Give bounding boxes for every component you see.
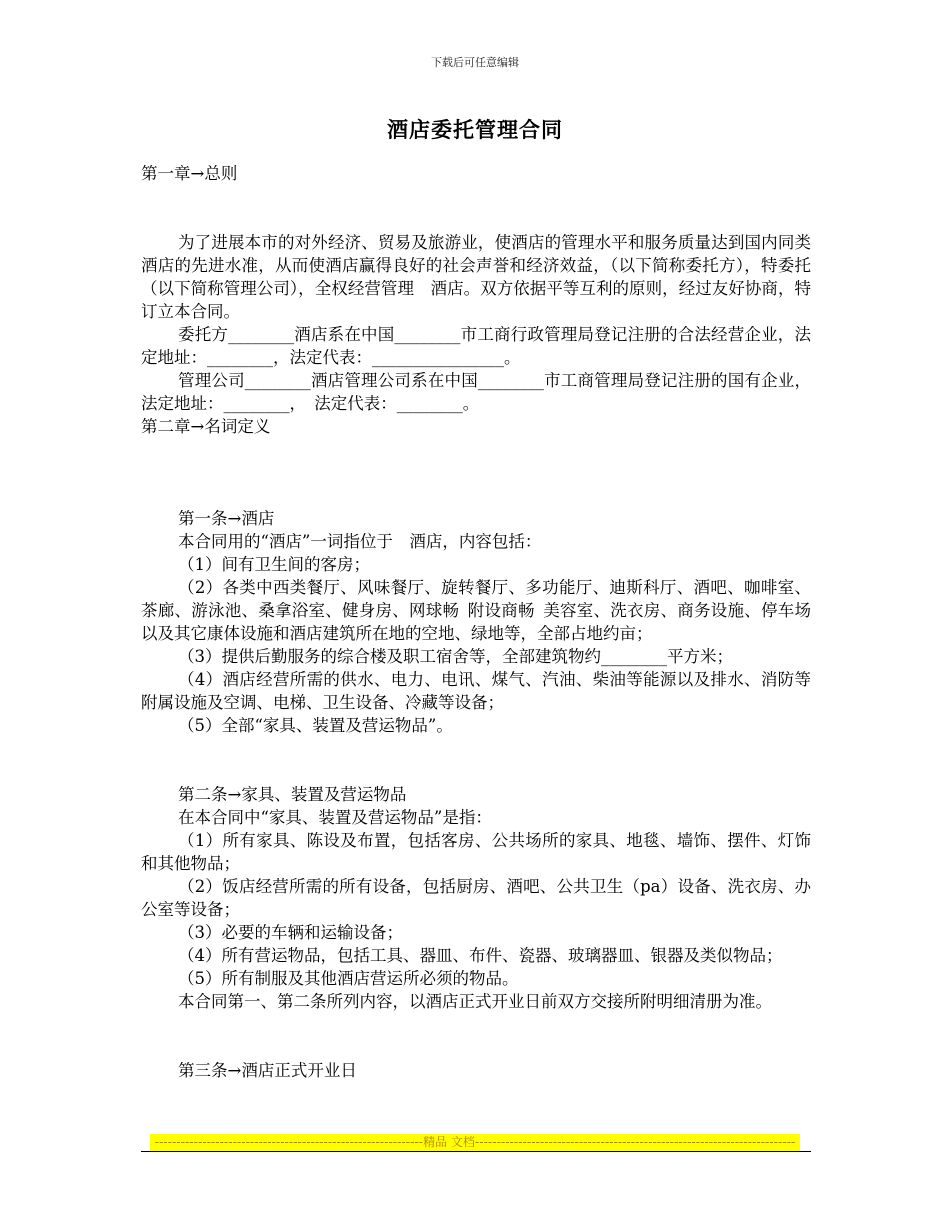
article-heading: 第三条→酒店正式开业日 xyxy=(178,1061,357,1080)
list-item: （5）所有制服及其他酒店营运所必须的物品。 xyxy=(178,969,519,988)
list-item: （1）所有家具、陈设及布置，包括客房、公共场所的家具、地毯、墙饰、摆件、灯饰和其他物品； xyxy=(141,831,811,873)
document-title: 酒店委托管理合同 xyxy=(387,117,563,142)
page-header: 下载后可任意编辑 xyxy=(431,56,519,69)
list-item: （4）所有营运物品，包括工具、器皿、布件、瓷器、玻璃器皿、银器及类似物品； xyxy=(178,946,783,965)
paragraph: 本合同用的“酒店”一词指位于 酒店，内容包括： xyxy=(178,532,542,551)
paragraph: 本合同第一、第二条所列内容，以酒店正式开业日前双方交接所附明细清册为准。 xyxy=(178,992,772,1011)
list-item: （2）饭店经营所需的所有设备，包括厨房、酒吧、公共卫生（pa）设备、洗衣房、办公室等设备； xyxy=(141,877,811,919)
paragraph: 委托方________酒店系在中国________市工商行政管理局登记注册的合法经营企业，法定地址：________，法定代表：________________。 xyxy=(141,325,811,367)
paragraph: 管理公司________酒店管理公司系在中国________市工商管理局登记注册的国有企业，法定地址：________， 法定代表：________。 xyxy=(141,371,811,413)
article-heading: 第二条→家具、装置及营运物品 xyxy=(178,785,407,804)
list-item: （4）酒店经营所需的供水、电力、电讯、煤气、汽油、柴油等能源以及排水、消防等附属设施及空调、电梯、卫生设备、冷藏等设备； xyxy=(141,670,811,712)
chapter-heading: 第二章→名词定义 xyxy=(141,417,271,436)
footer-banner: --------------------------------------------------------------精品 文档-------------------------------------------------------------------------- xyxy=(150,1134,800,1151)
list-item: （5）全部“家具、装置及营运物品”。 xyxy=(178,716,453,735)
list-item: （3）必要的车辆和运输设备； xyxy=(178,923,403,942)
list-item: （3）提供后勤服务的综合楼及职工宿舍等，全部建筑物约________平方米； xyxy=(178,647,733,666)
document-body xyxy=(141,162,828,1082)
paragraph: 为了进展本市的对外经济、贸易及旅游业，使酒店的管理水平和服务质量达到国内同类酒店的先进水准，从而使酒店赢得良好的社会声誉和经济效益，（以下简称委托方），特委托 （以下简称管理公司），全权经营管理 酒店。双方依据平等互利的原则，经过友好协商，特订立本合同。 xyxy=(141,233,828,321)
article-heading: 第一条→酒店 xyxy=(178,509,275,528)
list-item: （2）各类中西类餐厅、风味餐厅、旋转餐厅、多功能厅、迪斯科厅、酒吧、咖啡室、茶廊、游泳池、桑拿浴室、健身房、网球畅 附设商畅 美容室、洗衣房、商务设施、停车场以及其它康体设施和酒店建筑所在地的空地、绿地等，全部占地约亩； xyxy=(141,578,811,643)
paragraph: 在本合同中“家具、装置及营运物品”是指： xyxy=(178,808,492,827)
footer-divider xyxy=(141,1151,811,1152)
list-item: （1）间有卫生间的客房； xyxy=(178,555,370,574)
chapter-heading: 第一章→总则 xyxy=(141,164,238,183)
